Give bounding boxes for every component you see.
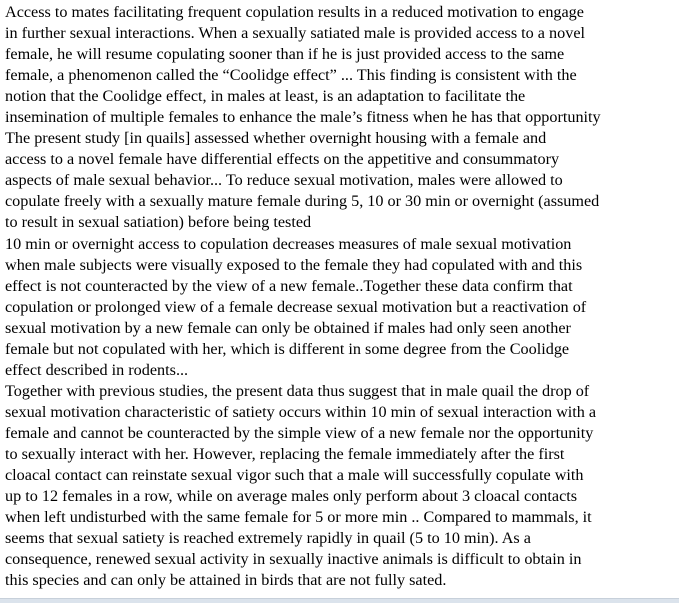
text-line: to sexually interact with her. However, replacing the female immediately after the first — [5, 444, 565, 463]
text-line: female and cannot be counteracted by the simple view of a new female nor the opportunity — [5, 423, 594, 442]
text-line: up to 12 females in a row, while on average males only perform about 3 cloacal contacts — [5, 487, 578, 506]
text-line: sexual motivation by a new female can only be obtained if males had only seen another — [5, 318, 571, 337]
text-line: cloacal contact can reinstate sexual vigor such that a male will successfully copulate with — [5, 466, 584, 485]
document-text — [5, 2, 679, 591]
text-line: 10 min or overnight access to copulation decreases measures of male sexual motivation — [5, 234, 572, 253]
text-line: insemination of multiple females to enhance the male’s fitness when he has that opportunity — [5, 108, 601, 127]
text-line: Access to mates facilitating frequent copulation results in a reduced motivation to engage — [5, 3, 584, 21]
text-line: consequence, renewed sexual activity in sexually inactive animals is difficult to obtain in — [5, 550, 582, 569]
text-line: when left undisturbed with the same female for 5 or more min .. Compared to mammals, it — [5, 508, 592, 527]
text-line: in further sexual interactions. When a sexually satiated male is provided access to a novel — [5, 24, 586, 43]
text-line: this species and can only be attained in birds that are not fully sated. — [5, 571, 447, 590]
text-line: notion that the Coolidge effect, in males at least, is an adaptation to facilitate the — [5, 87, 526, 106]
text-line: sexual motivation characteristic of satiety occurs within 10 min of sexual interaction with a — [5, 402, 597, 421]
text-line: seems that sexual satiety is reached extremely rapidly in quail (5 to 10 min). As a — [5, 529, 531, 548]
bottom-edge — [0, 598, 679, 603]
text-line: when male subjects were visually exposed to the female they had copulated with and this — [5, 255, 583, 274]
text-line: copulation or prolonged view of a female decrease sexual motivation but a reactivation of — [5, 297, 587, 316]
text-line: to result in sexual satiation) before being tested — [5, 213, 312, 232]
text-line: effect is not counteracted by the view of a new female..Together these data confirm that — [5, 276, 573, 295]
text-line: Together with previous studies, the present data thus suggest that in male quail the drop of — [5, 381, 590, 400]
text-line: access to a novel female have differential effects on the appetitive and consummatory — [5, 150, 560, 169]
text-line: The present study [in quails] assessed whether overnight housing with a female and — [5, 129, 547, 148]
text-line: effect described in rodents... — [5, 360, 189, 379]
text-line: aspects of male sexual behavior... To reduce sexual motivation, males were allowed to — [5, 171, 563, 190]
text-line: female, a phenomenon called the “Coolidge effect” ... This finding is consistent with the — [5, 66, 577, 85]
text-line: female but not copulated with her, which is different in some degree from the Coolidge — [5, 339, 570, 358]
text-line: copulate freely with a sexually mature female during 5, 10 or 30 min or overnight (assumed — [5, 192, 600, 211]
text-line: female, he will resume copulating sooner than if he is just provided access to the same — [5, 45, 565, 64]
